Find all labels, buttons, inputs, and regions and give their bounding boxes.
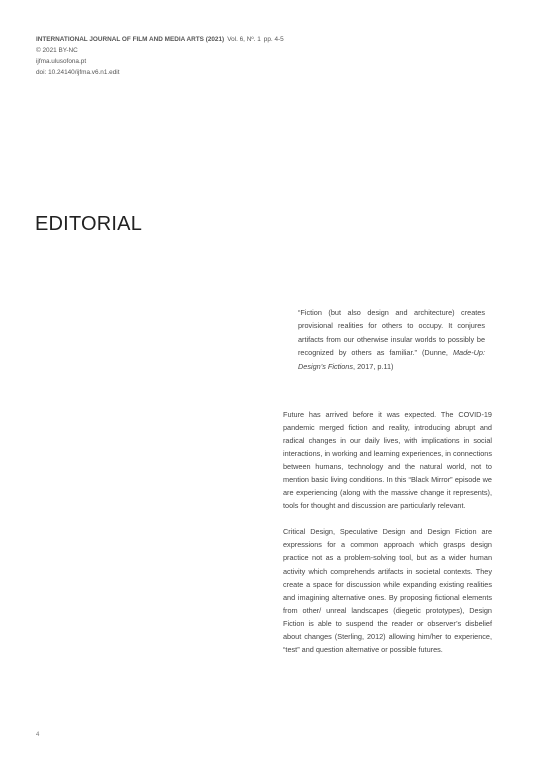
website-line: ijfma.ulusofona.pt: [36, 58, 87, 65]
quote-text: “Fiction (but also design and architecture) creates provisional realities for others to occupy. It conjures artifacts from our otherwise insular worlds to possibly be recognized by others as familiar.” (Dunne,: [298, 308, 485, 358]
page-title: EDITORIAL: [35, 213, 143, 235]
body-paragraph-1: Future has arrived before it was expected. The COVID-19 pandemic merged fiction and reality, introducing abrupt and radical changes in our daily lives, with implications in social interactions, in working and learning experiences, in connections between humans, technology and the natural world, not to mention basic living conditions. In this “Black Mirror” episode we are experiencing (along with the massive change it represents), tools for thought and discussion are particularly relevant.: [283, 410, 492, 511]
license-line: © 2021 BY-NC: [36, 47, 78, 54]
journal-name: INTERNATIONAL JOURNAL OF FILM AND MEDIA ARTS (2021): [36, 36, 225, 43]
doi-line: doi: 10.24140/ijfma.v6.n1.edit: [36, 69, 120, 76]
journal-volume: Vol. 6, Nº. 1: [227, 36, 261, 43]
epigraph-quote: [298, 306, 485, 373]
journal-pages: pp. 4-5: [263, 36, 284, 43]
page-number: 4: [36, 732, 40, 738]
quote-source-end: , 2017, p.11): [353, 361, 394, 371]
quote-source-title: Made-Up: Design’s Fictions: [298, 348, 485, 371]
journal-line: [36, 34, 284, 45]
body-text: [283, 408, 492, 669]
body-paragraph-2: Critical Design, Speculative Design and Design Fiction are expressions for a common approach which grasps design practice not as a problem-solving tool, but as a wider human activity which comprehends artifacts in societal contexts. They create a space for discussion while expanding existing realities and imagining alternative ones. By proposing fictional elements from other/ unreal landscapes (diegetic prototypes), Design Fiction is able to suspend the reader or observer’s disbelief about changes (Sterling, 2012) allowing him/her to experience, “test” and question alternative or possible futures.: [283, 527, 492, 654]
journal-header: [36, 34, 284, 78]
